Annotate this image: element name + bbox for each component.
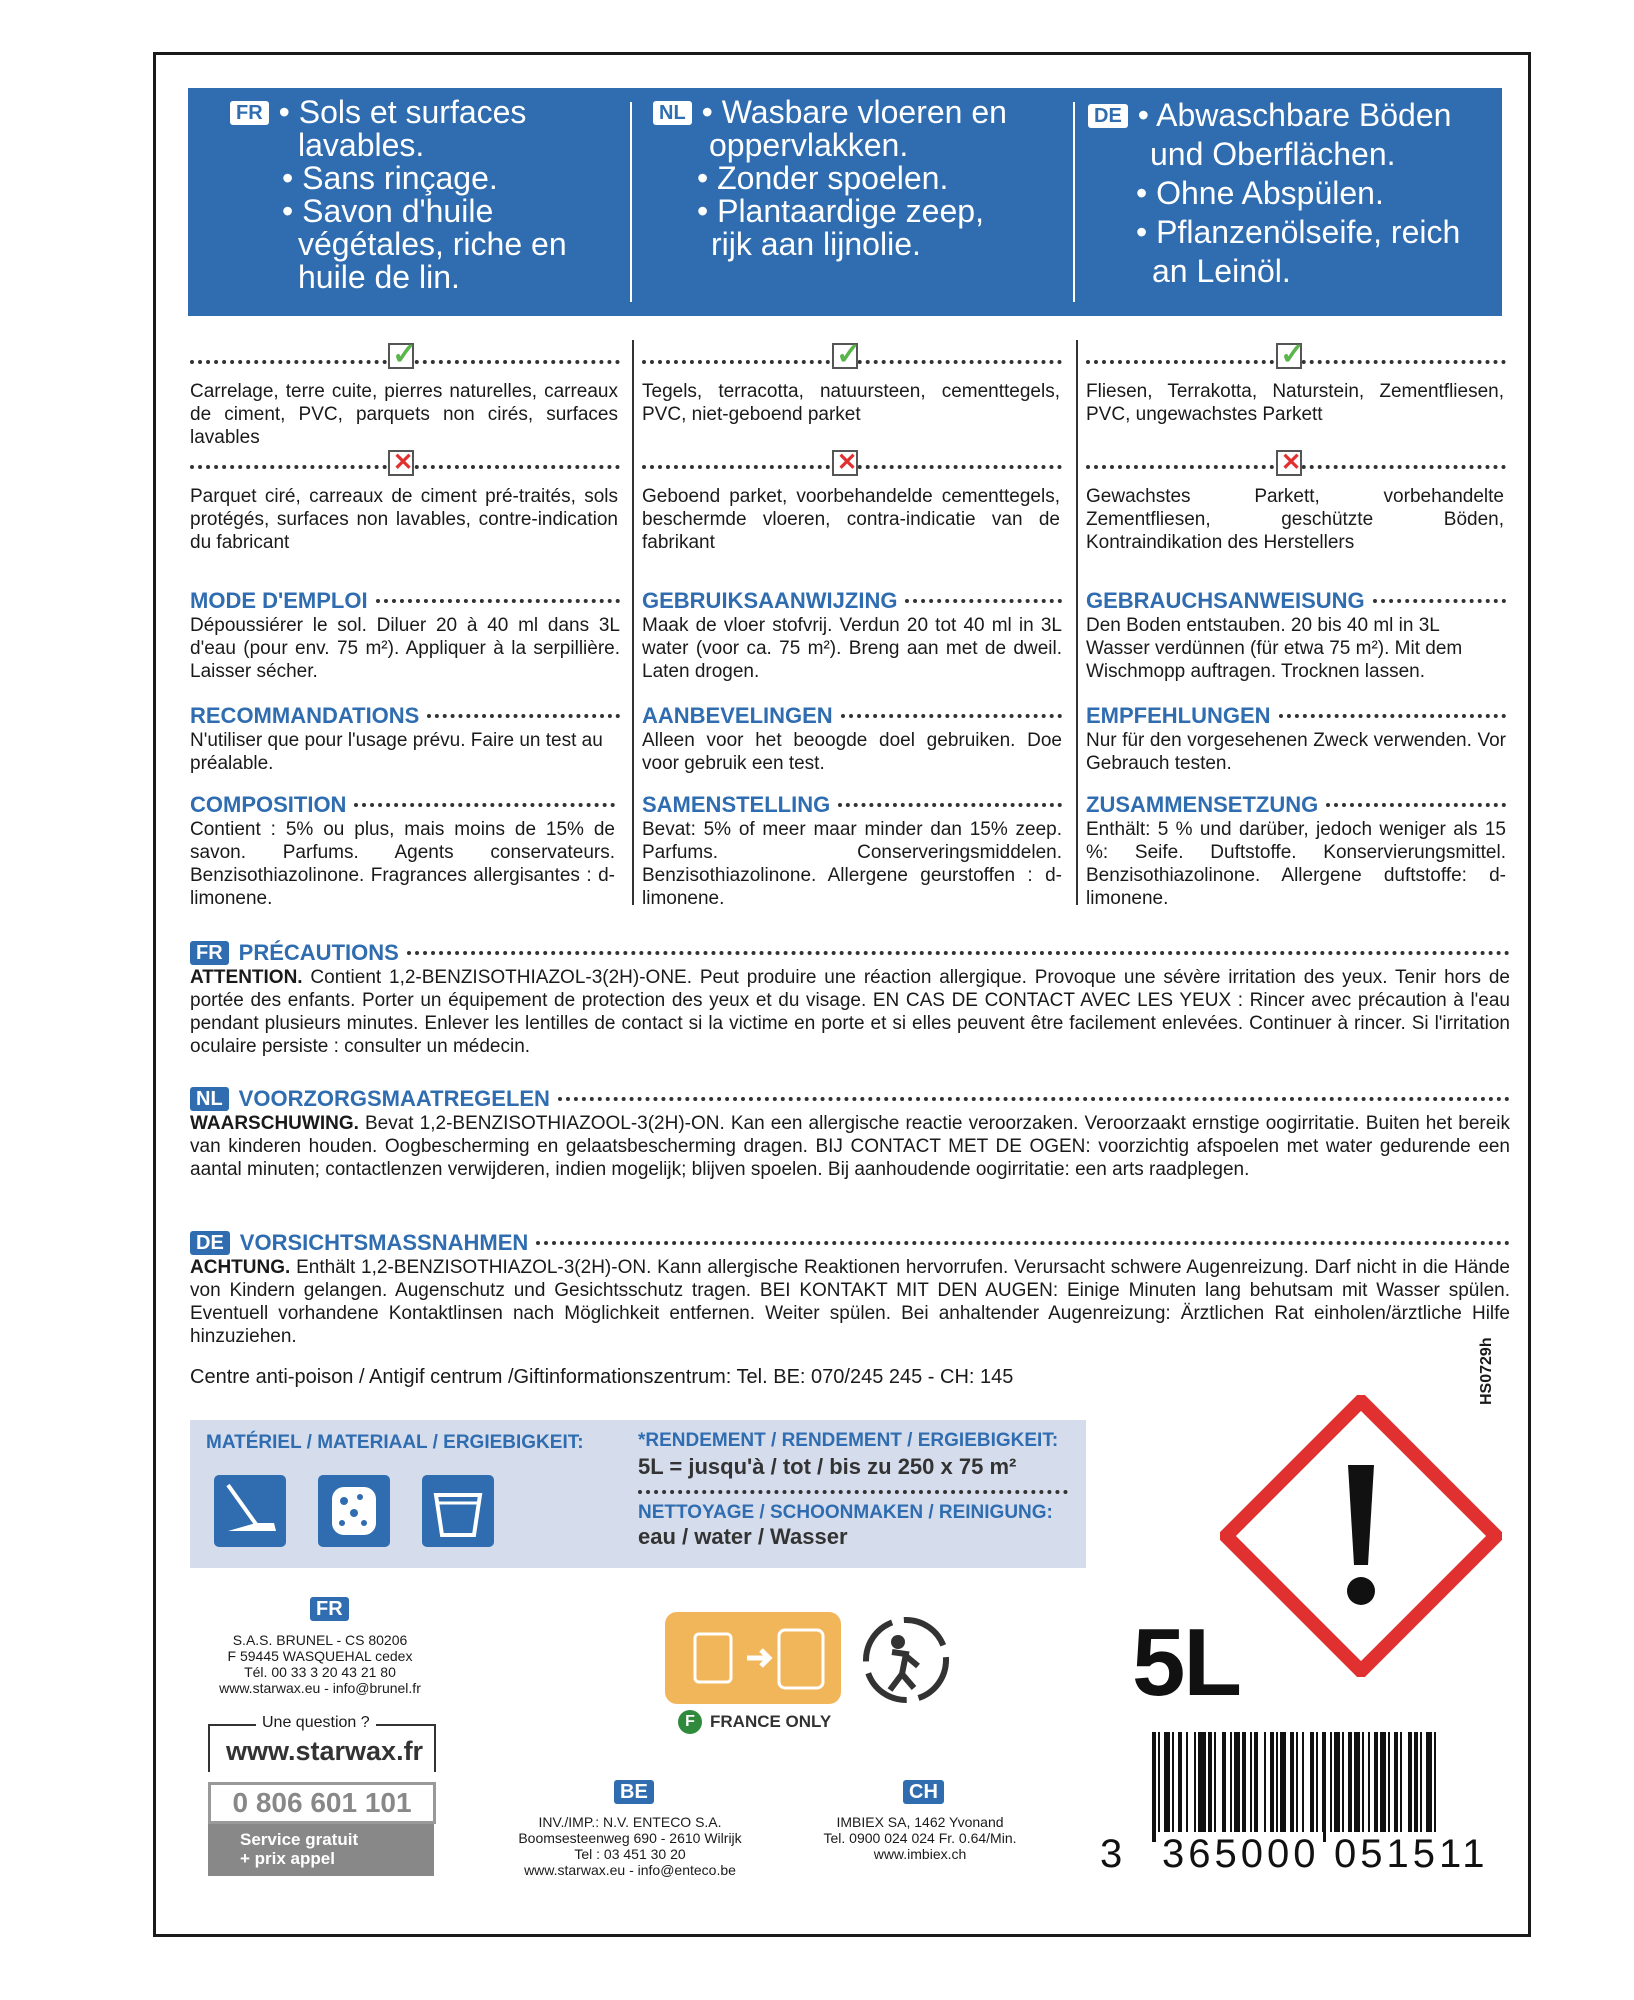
suitable-surfaces-de: Fliesen, Terrakotta, Naturstein, Zementfliesen, PVC, ungewachstes Parkett [1086,381,1504,425]
section-title: ZUSAMMENSETZUNG [1086,792,1319,817]
product-code: HS0729h [1478,1337,1495,1405]
reco-section-nl: AANBEVELINGEN Alleen voor het beoogde doel gebruiken. Doe voor gebruik een test. [642,703,1062,774]
section-title: GEBRAUCHSANWEISUNG [1086,588,1365,613]
reco-section-de: EMPFEHLUNGEN Nur für den vorgesehenen Zweck verwenden. Vor Gebrauch testen. [1086,703,1506,774]
precautions-nl: NL VOORZORGSMAATREGELEN WAARSCHUWING. Bevat 1,2-BENZISOTHIAZOOL-3(2H)-ON. Kan een allergische reactie veroorzaken. Veroorzaakt ernstige oogirritatie. Buiten het bereik van kinderen houden. Oogbescherming en gelaatsbescherming dragen. BIJ CONTACT MET DE OGEN: voorzichtig afspoelen met water gedurende een aantal minuten; contactlenzen verwijderen, indien mogelijk; blijven spoelen. Bij aanhoudende oogirritatie: een arts raadplegen. [190,1086,1510,1180]
section-title: COMPOSITION [190,792,347,817]
cross-icon: ✕ [1276,450,1302,476]
barcode-bar [1296,1732,1298,1842]
barcode-bar [1172,1732,1174,1842]
barcode-bar [1434,1732,1436,1842]
barcode-bar [1388,1732,1390,1842]
mode-section-fr: MODE D'EMPLOI Dépoussiérer le sol. Diluer 20 à 40 ml dans 3L d'eau (pour env. 75 m²). Appliquer à la serpillière. Laisser sécher. [190,588,620,682]
check-icon: ✓ [1276,343,1302,369]
comp-section-nl: SAMENSTELLING Bevat: 5% of meer maar minder dan 15% zeep. Parfums. Conserveringsmiddelen. Benzisothiazolinone. Allergene geurstoffen : d-limonene. [642,792,1062,909]
header-nl: NL • Wasbare vloeren en oppervlakken. • Zonder spoelen. • Plantaardige zeep, rijk aan lijnolie. [653,96,1007,261]
suitable-surfaces-fr: Carrelage, terre cuite, pierres naturelles, carreaux de ciment, PVC, parquets non cirés, surfaces lavables [190,381,618,448]
barcode-bar [1152,1732,1156,1842]
column-divider [1076,340,1078,905]
section-title: SAMENSTELLING [642,792,831,817]
barcode-bar [1194,1732,1196,1842]
barcode-bar [1348,1732,1352,1842]
mop-icon [214,1475,286,1547]
flag-nl: NL [190,1087,229,1111]
barcode-bar [1276,1732,1278,1842]
barcode-bar [1198,1732,1206,1842]
barcode-bar [1186,1732,1188,1842]
company-ch: IMBIEX SA, 1462 Yvonand Tel. 0900 024 024 Fr. 0.64/Min. www.imbiex.ch [823,1814,1017,1862]
barcode-bar [1408,1732,1412,1842]
section-title: EMPFEHLUNGEN [1086,703,1271,728]
barcode-bar [1354,1732,1360,1842]
column-divider [632,340,634,905]
barcode-bar [1242,1732,1246,1842]
check-icon: ✓ [388,343,414,369]
section-title: PRÉCAUTIONS [238,940,399,965]
barcode-bar [1230,1732,1232,1842]
yield-block: *RENDEMENT / RENDEMENT / ERGIEBIGKEIT: 5L = jusqu'à / tot / bis zu 250 x 75 m² NETTOYAGE / SCHOONMAKEN / REINIGUNG: eau / water / Wasser [638,1430,1068,1550]
unsuitable-surfaces-de: Gewachstes Parkett, vorbehandelte Zementfliesen, geschützte Böden, Kontraindikation des Herstellers [1086,486,1504,553]
volume-label: 5L [1132,1609,1241,1716]
barcode-bar [1420,1732,1422,1842]
section-title: VORSICHTSMASSNAHMEN [239,1230,529,1255]
reco-section-fr: RECOMMANDATIONS N'utiliser que pour l'usage prévu. Faire un test au préalable. [190,703,620,775]
company-be: INV./IMP.: N.V. ENTECO S.A. Boomsesteenweg 690 - 2610 Wilrijk Tel : 03 451 30 20 www.starwax.eu - info@enteco.be [518,1814,742,1878]
barcode-bar [1164,1732,1170,1842]
barcode-left-digits: 365000 [1158,1832,1323,1877]
barcode-bar [1362,1732,1364,1842]
barcode-bar [1310,1732,1314,1842]
unsuitable-surfaces-nl: Geboend parket, voorbehandelde cementtegels, beschermde vloeren, contra-indicatie van de fabrikant [642,486,1060,553]
phone-number[interactable]: 0 806 601 101 [208,1782,436,1824]
header-band [188,88,1502,316]
france-badge: F [678,1710,702,1734]
flag-de: DE [190,1231,230,1255]
barcode-bar [1158,1732,1160,1842]
comp-section-de: ZUSAMMENSETZUNG Enthält: 5 % und darüber, jedoch weniger als 15 %: Seife. Duftstoffe. Konservierungsmittel. Benzisothiazolinone. Allergene duftstoffe: d-limonene. [1086,792,1506,909]
recycling-info-icon [665,1612,841,1704]
barcode-bar [1316,1732,1318,1842]
company-fr: S.A.S. BRUNEL - CS 80206 F 59445 WASQUEHAL cedex Tél. 00 33 3 20 43 21 80 www.starwax.eu - info@brunel.fr [219,1632,421,1696]
yield-value: 5L = jusqu'à / tot / bis zu 250 x 75 m² [638,1454,1017,1479]
hazard-pictogram-icon [1220,1395,1502,1677]
barcode-bar [1208,1732,1212,1842]
barcode-bar [1222,1732,1226,1842]
flag-nl: NL [653,101,692,125]
material-box [190,1420,1086,1568]
mode-section-de: GEBRAUCHSANWEISUNG Den Boden entstauben. 20 bis 40 ml in 3L Wasser verdünnen (für etwa 75 m²). Mit dem Wischmopp auftragen. Trocknen lassen. [1086,588,1506,683]
precautions-fr: FR PRÉCAUTIONS ATTENTION. Contient 1,2-BENZISOTHIAZOL-3(2H)-ONE. Peut produire une réaction allergique. Provoque une sévère irritation des yeux. Tenir hors de portée des enfants. Porter un équipement de protection des yeux et du visage. EN CAS DE CONTACT AVEC LES YEUX : Rincer avec précaution à l'eau pendant plusieurs minutes. Enlever les lentilles de contact si la victime en porte et si elles peuvent être facilement enlevées. Continuer à rincer. Si l'irritation oculaire persiste : consulter un médecin. [190,940,1510,1057]
barcode-bar [1426,1732,1432,1842]
section-title: GEBRUIKSAANWIJZING [642,588,898,613]
barcode [1152,1732,1490,1842]
flag-be: BE [614,1780,654,1807]
section-title: AANBEVELINGEN [642,703,833,728]
question-label: Une question ? [256,1714,376,1732]
triman-icon [858,1612,954,1708]
precautions-de: DE VORSICHTSMASSNAHMEN ACHTUNG. Enthält 1,2-BENZISOTHIAZOL-3(2H)-ON. Kann allergische Reaktionen hervorrufen. Verursacht schwere Augenreizung. Darf nicht in die Hände von Kindern gelangen. Augenschutz und Gesichtsschutz tragen. BEI KONTAKT MIT DEN AUGEN: Einige Minuten lang behutsam mit Wasser spülen. Eventuell vorhandene Kontaktlinsen nach Möglichkeit entfernen. Weiter spülen. Bei anhaltender Augenreizung: Ärztlichen Rat einholen/ärztliche Hilfe hinzuziehen. [190,1230,1510,1347]
barcode-bar [1214,1732,1216,1842]
flag-ch: CH [903,1780,944,1807]
check-icon: ✓ [832,343,858,369]
barcode-bar [1254,1732,1258,1842]
section-title: VOORZORGSMAATREGELEN [238,1086,550,1111]
cross-icon: ✕ [832,450,858,476]
barcode-bar [1342,1732,1344,1842]
barcode-bar [1394,1732,1398,1842]
header-fr: FR • Sols et surfaces lavables. • Sans rinçage. • Savon d'huile végétales, riche en huile de lin. [230,96,567,294]
bucket-icon [422,1475,494,1547]
poison-center: Centre anti-poison / Antigif centrum /Giftinformationszentrum: Tel. BE: 070/245 245 - CH: 145 [190,1366,1014,1388]
barcode-bar [1280,1732,1286,1842]
barcode-bar [1400,1732,1402,1842]
flag-de: DE [1088,104,1128,128]
barcode-bar [1374,1732,1378,1842]
barcode-bar [1290,1732,1294,1842]
barcode-bar [1380,1732,1386,1842]
suitable-surfaces-nl: Tegels, terracotta, natuursteen, cementtegels, PVC, niet-geboend parket [642,381,1060,425]
material-title: MATÉRIEL / MATERIAAL / ERGIEBIGKEIT: [206,1432,584,1453]
unsuitable-surfaces-fr: Parquet ciré, carreaux de ciment pré-traités, sols protégés, surfaces non lavables, contre-indication du fabricant [190,486,618,553]
header-divider [1073,102,1075,302]
sponge-icon [318,1475,390,1547]
barcode-bar [1334,1732,1340,1842]
comp-section-fr: COMPOSITION Contient : 5% ou plus, mais moins de 15% de savon. Parfums. Agents conservateurs. Benzisothiazolinone. Fragrances allergisantes : d-limonene. [190,792,615,909]
barcode-bar [1302,1732,1304,1842]
flag-fr: FR [310,1597,349,1624]
barcode-bar [1178,1732,1182,1842]
barcode-bar [1234,1732,1240,1842]
clean-value: eau / water / Wasser [638,1524,848,1549]
barcode-first-digit: 3 [1100,1832,1123,1876]
header-de: DE • Abwaschbare Böden und Oberflächen. • Ohne Abspülen. • Pflanzenölseife, reich an Leinöl. [1088,96,1460,291]
service-badge: Service gratuit + prix appel [208,1824,434,1876]
section-title: RECOMMANDATIONS [190,703,420,728]
barcode-bar [1270,1732,1274,1842]
mode-section-nl: GEBRUIKSAANWIJZING Maak de vloer stofvrij. Verdun 20 tot 40 ml in 3L water (voor ca. 75 m²). Breng aan met de dweil. Laten drogen. [642,588,1062,682]
france-only-label: FRANCE ONLY [710,1712,832,1731]
barcode-bar [1330,1732,1332,1842]
flag-fr: FR [190,941,229,965]
cross-icon: ✕ [388,450,414,476]
flag-fr: FR [230,101,269,125]
barcode-right-digits: 051511 [1330,1832,1493,1877]
barcode-bar [1250,1732,1252,1842]
barcode-bar [1368,1732,1370,1842]
website-link[interactable]: www.starwax.fr [226,1736,424,1766]
barcode-bar [1414,1732,1418,1842]
barcode-bar [1264,1732,1266,1842]
section-title: MODE D'EMPLOI [190,588,368,613]
header-divider [630,102,632,302]
barcode-bar [1322,1732,1326,1842]
